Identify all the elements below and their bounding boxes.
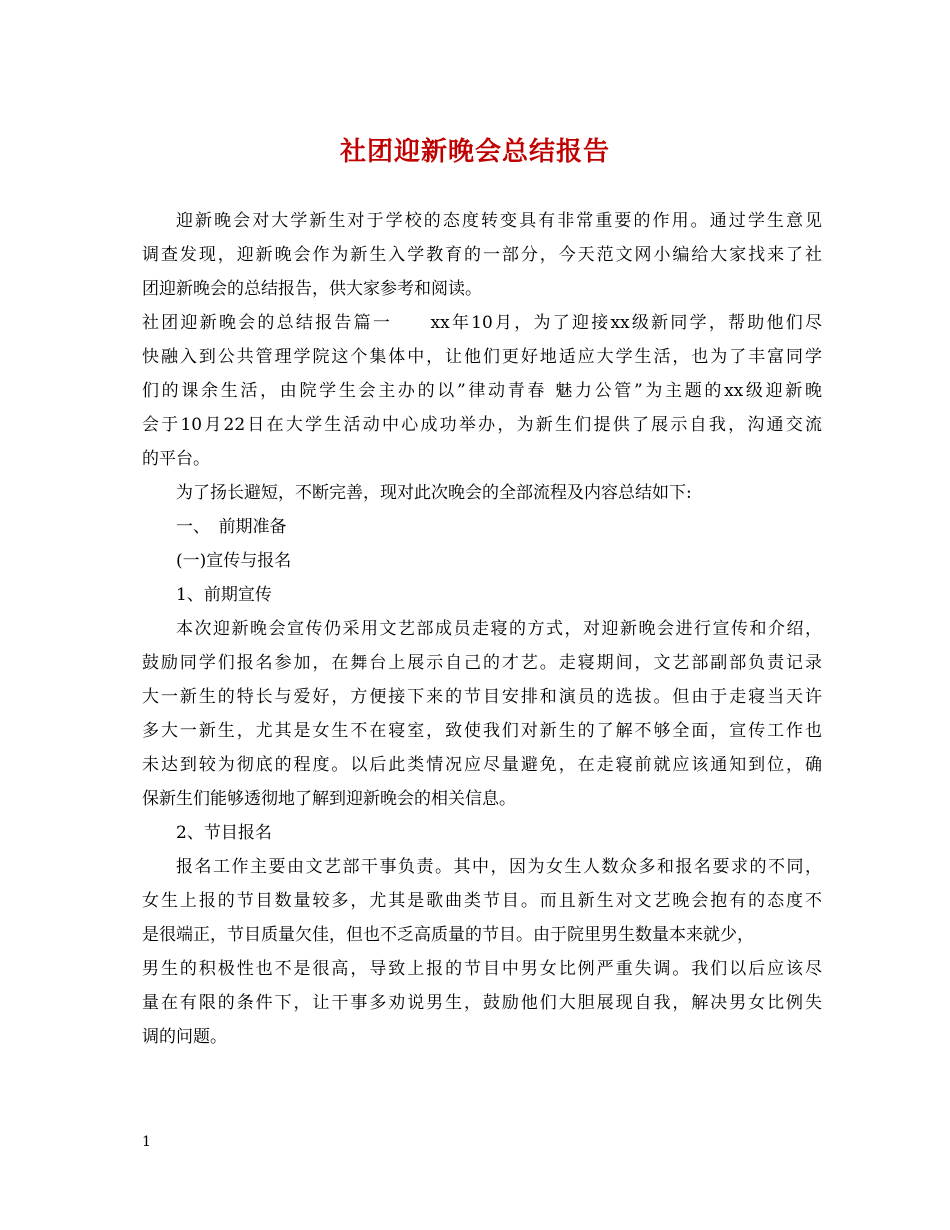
paragraph-line: 保新生们能够透彻地了解到迎新晚会的相关信息。 (142, 789, 516, 809)
section-heading: 一、 前期准备 (176, 517, 287, 537)
paragraph-line: 本次迎新晚会宣传仍采用文艺部成员走寝的方式，对迎新晚会进行宣传和介绍， (176, 619, 822, 639)
paragraph-line: 报名工作主要由文艺部干事负责。其中，因为女生人数众多和报名要求的不同， (176, 857, 822, 877)
subsection-heading: (一)宣传与报名 (176, 551, 292, 571)
paragraph-line: 女生上报的节目数量较多，尤其是歌曲类节目。而且新生对文艺晚会抱有的态度不 (142, 891, 822, 911)
paragraph-line: 男生的积极性也不是很高，导致上报的节目中男女比例严重失调。我们以后应该尽 (142, 959, 822, 979)
paragraph-line: 的平台。 (142, 449, 210, 469)
page-number: 1 (142, 1134, 151, 1150)
paragraph-line: 快融入到公共管理学院这个集体中，让他们更好地适应大学生活，也为了丰富同学 (142, 347, 822, 367)
paragraph-line: 为了扬长避短，不断完善，现对此次晚会的全部流程及内容总结如下: (176, 483, 692, 503)
item-heading: 1、前期宣传 (176, 585, 272, 605)
paragraph-line: 多大一新生，尤其是女生不在寝室，致使我们对新生的了解不够全面，宣传工作也 (142, 721, 822, 741)
item-heading: 2、节目报名 (176, 823, 272, 843)
document-body (142, 204, 822, 1054)
paragraph-line: 团迎新晚会的总结报告，供大家参考和阅读。 (142, 279, 482, 299)
paragraph-line: 调的问题。 (142, 1027, 227, 1047)
paragraph-line: 鼓励同学们报名参加，在舞台上展示自己的才艺。走寝期间，文艺部副部负责记录 (142, 653, 822, 673)
paragraph-line: 社团迎新晚会的总结报告篇一 xx年10月，为了迎接xx级新同学，帮助他们尽 (142, 313, 822, 333)
paragraph-line: 量在有限的条件下，让干事多劝说男生，鼓励他们大胆展现自我，解决男女比例失 (142, 993, 822, 1013)
paragraph-line: 们的课余生活，由院学生会主办的以”律动青春 魅力公管”为主题的xx级迎新晚 (142, 381, 822, 401)
paragraph-line: 大一新生的特长与爱好，方便接下来的节目安排和演员的选拔。但由于走寝当天许 (142, 687, 822, 707)
paragraph-line: 未达到较为彻底的程度。以后此类情况应尽量避免，在走寝前就应该通知到位，确 (142, 755, 822, 775)
document-title: 社团迎新晚会总结报告 (339, 137, 610, 167)
paragraph-line: 会于10月22日在大学生活动中心成功举办，为新生们提供了展示自我，沟通交流 (142, 415, 822, 435)
paragraph-line: 调查发现，迎新晚会作为新生入学教育的一部分，今天范文网小编给大家找来了社 (142, 245, 822, 265)
paragraph-line: 是很端正，节目质量欠佳，但也不乏高质量的节目。由于院里男生数量本来就少， (142, 925, 754, 945)
paragraph-line: 迎新晚会对大学新生对于学校的态度转变具有非常重要的作用。通过学生意见 (176, 211, 822, 231)
